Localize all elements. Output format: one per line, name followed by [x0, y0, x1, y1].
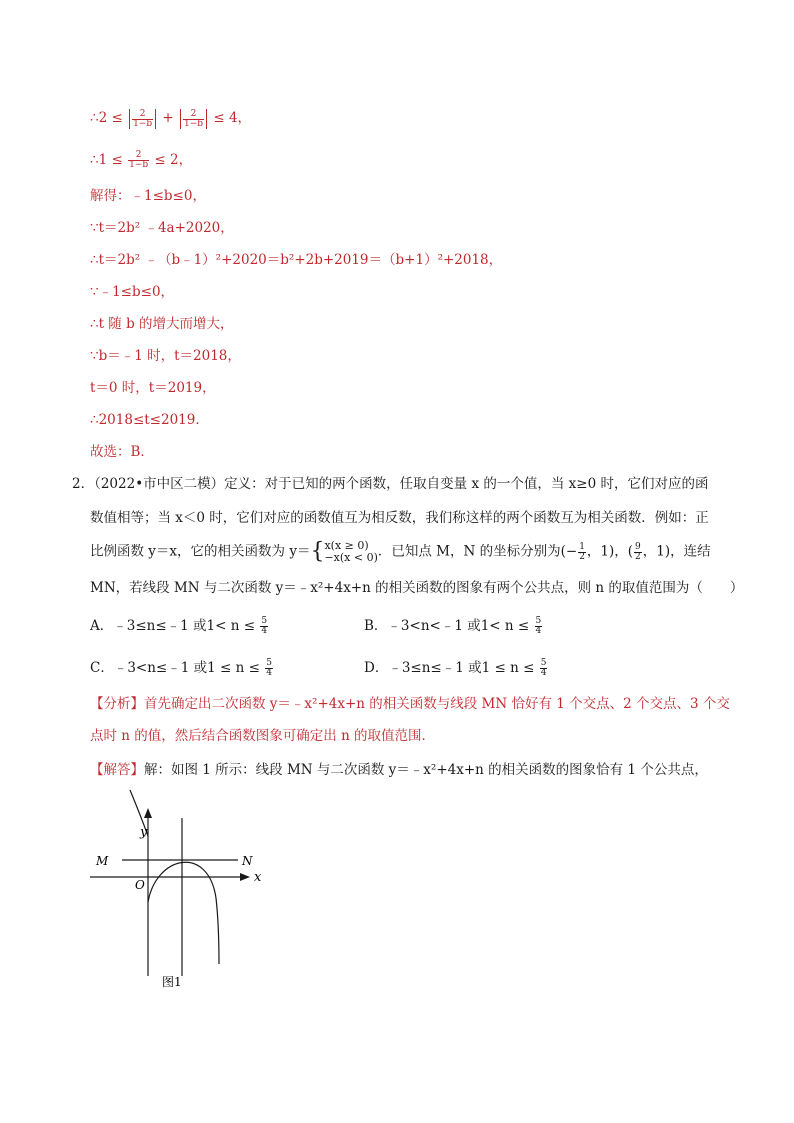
- analysis-text-1: 首先确定出二次函数 y＝﹣x²+4x+n 的相关函数与线段 MN 恰好有 1 个交点、2 个交点、3 个交: [144, 696, 730, 712]
- fraction-2-num: 2: [183, 110, 204, 120]
- option-d-den: 4: [540, 668, 547, 678]
- analysis-line-2: 点时 n 的值，然后结合函数图象可确定出 n 的取值范围．: [90, 728, 436, 744]
- option-a-num: 5: [261, 616, 268, 626]
- answer-text-1: 解：如图 1 所示：线段 MN 与二次函数 y＝﹣x²+4x+n 的相关函数的图象恰有 1 个公共点，: [144, 762, 708, 778]
- option-b-tail: 1< n ≤: [480, 618, 534, 634]
- point-m-x-fraction: [578, 543, 586, 562]
- solution-line-1: [90, 108, 251, 129]
- piecewise-brace: {: [310, 539, 325, 564]
- option-c[interactable]: [90, 658, 274, 678]
- analysis-line-1: [90, 694, 730, 714]
- analysis-tag: 【分析】: [90, 696, 144, 712]
- label-o: O: [135, 878, 145, 892]
- figure-caption: 图1: [162, 975, 182, 989]
- label-x: x: [254, 870, 262, 885]
- solution-line-1-mid: +: [158, 110, 179, 126]
- point-n-x-num: 9: [635, 541, 641, 552]
- solution-line-1-post: ≤ 4，: [209, 110, 252, 126]
- question-line-1: [72, 474, 708, 494]
- figure-1: [88, 786, 288, 996]
- solution-line-9: t＝0 时，t＝2019，: [90, 380, 216, 396]
- fraction-1-den: 1−b: [133, 118, 153, 129]
- option-a-fraction: [260, 617, 268, 636]
- option-b-num: 5: [535, 616, 542, 626]
- solution-line-6: ∵﹣1≤b≤0，: [90, 284, 175, 300]
- fraction-2-den: 1−b: [184, 118, 204, 129]
- fraction-3: [128, 151, 149, 170]
- option-c-tail: 1 ≤ n ≤: [207, 660, 265, 676]
- fraction-3-num: 2: [128, 151, 149, 161]
- abs-1: [129, 109, 156, 129]
- solution-line-8: ∵b＝﹣1 时，t＝2018，: [90, 348, 241, 364]
- piecewise-top: x(x ≥ 0): [324, 539, 369, 552]
- question-text-1: （2022•市中区二模）定义：对于已知的两个函数，任取自变量 x 的一个值，当 x≥0 时，它们对应的函: [94, 476, 709, 492]
- solution-line-2-pre: ∴1 ≤: [90, 152, 128, 168]
- option-b[interactable]: [364, 616, 543, 636]
- abs-2: [180, 109, 207, 129]
- option-c-den: 4: [266, 668, 272, 678]
- option-d-fraction: [540, 659, 548, 678]
- label-n: N: [242, 854, 253, 868]
- answer-tag: 【解答】: [90, 762, 144, 778]
- option-c-label: C．﹣3<n≤﹣1 或: [90, 660, 208, 676]
- label-m: M: [96, 854, 109, 868]
- solution-line-11: 故选：B．: [90, 444, 154, 460]
- point-m-sign: −: [565, 543, 578, 560]
- point-m-y: ，1)，(: [586, 543, 634, 560]
- x-axis-arrow: [240, 873, 250, 881]
- point-m-x-num: 1: [579, 541, 585, 552]
- fraction-1: [132, 110, 153, 129]
- fraction-1-num: 2: [132, 110, 153, 120]
- option-b-den: 4: [535, 626, 542, 636]
- option-c-fraction: [265, 659, 273, 678]
- solution-line-2: [90, 150, 192, 170]
- label-y: y: [140, 825, 148, 840]
- solution-line-5: ∴t＝2b² ﹣（b﹣1）²+2020＝b²+2b+2019＝（b+1）²+2018，: [90, 252, 503, 268]
- solution-line-7: ∴t 随 b 的增大而增大，: [90, 316, 234, 332]
- solution-line-2-post: ≤ 2，: [150, 152, 193, 168]
- option-d-num: 5: [540, 658, 547, 668]
- point-n-x-den: 2: [635, 551, 641, 562]
- piecewise-cases: [324, 540, 377, 564]
- solution-line-1-pre: ∴2 ≤: [90, 110, 128, 126]
- option-b-label: B．﹣3<n<﹣1 或: [364, 618, 481, 634]
- point-n-x-fraction: [634, 543, 642, 562]
- option-a-label: A．﹣3≤n≤﹣1 或: [90, 618, 207, 634]
- question-text-3-pre: 比例函数 y＝x，它的相关函数为 y＝: [90, 543, 311, 560]
- piecewise-bottom: −x(x < 0): [324, 551, 378, 564]
- option-b-fraction: [535, 617, 543, 636]
- option-d-label: D．﹣3≤n≤﹣1 或: [364, 660, 482, 676]
- y-axis-arrow: [144, 808, 152, 818]
- point-n-y: ，1)，连结: [642, 543, 711, 560]
- question-line-4: MN，若线段 MN 与二次函数 y＝﹣x²+4x+n 的相关函数的图象有两个公共点，则 n 的取值范围为（ ）: [90, 580, 744, 596]
- question-number: 2．: [72, 476, 95, 492]
- option-a-tail: 1< n ≤: [206, 618, 260, 634]
- option-d-tail: 1 ≤ n ≤: [481, 660, 539, 676]
- question-text-3-mid: ．已知点 M，N 的坐标分别为(: [377, 543, 566, 560]
- answer-line-1: [90, 760, 708, 780]
- option-d[interactable]: [364, 658, 548, 678]
- question-line-2: 数值相等；当 x＜0 时，它们对应的函数值互为相反数，我们称这样的两个函数互为相关函数．例如：正: [90, 510, 709, 526]
- solution-line-3: 解得：﹣1≤b≤0，: [90, 188, 206, 204]
- option-c-num: 5: [266, 658, 272, 668]
- option-a-den: 4: [261, 626, 268, 636]
- option-a[interactable]: [90, 616, 269, 636]
- fraction-2: [183, 110, 204, 129]
- point-m-x-den: 2: [579, 551, 585, 562]
- solution-line-4: ∵t＝2b² ﹣4a+2020，: [90, 220, 234, 236]
- question-line-3: [90, 540, 711, 564]
- solution-line-10: ∴2018≤t≤2019．: [90, 412, 209, 428]
- fraction-3-den: 1−b: [129, 160, 149, 170]
